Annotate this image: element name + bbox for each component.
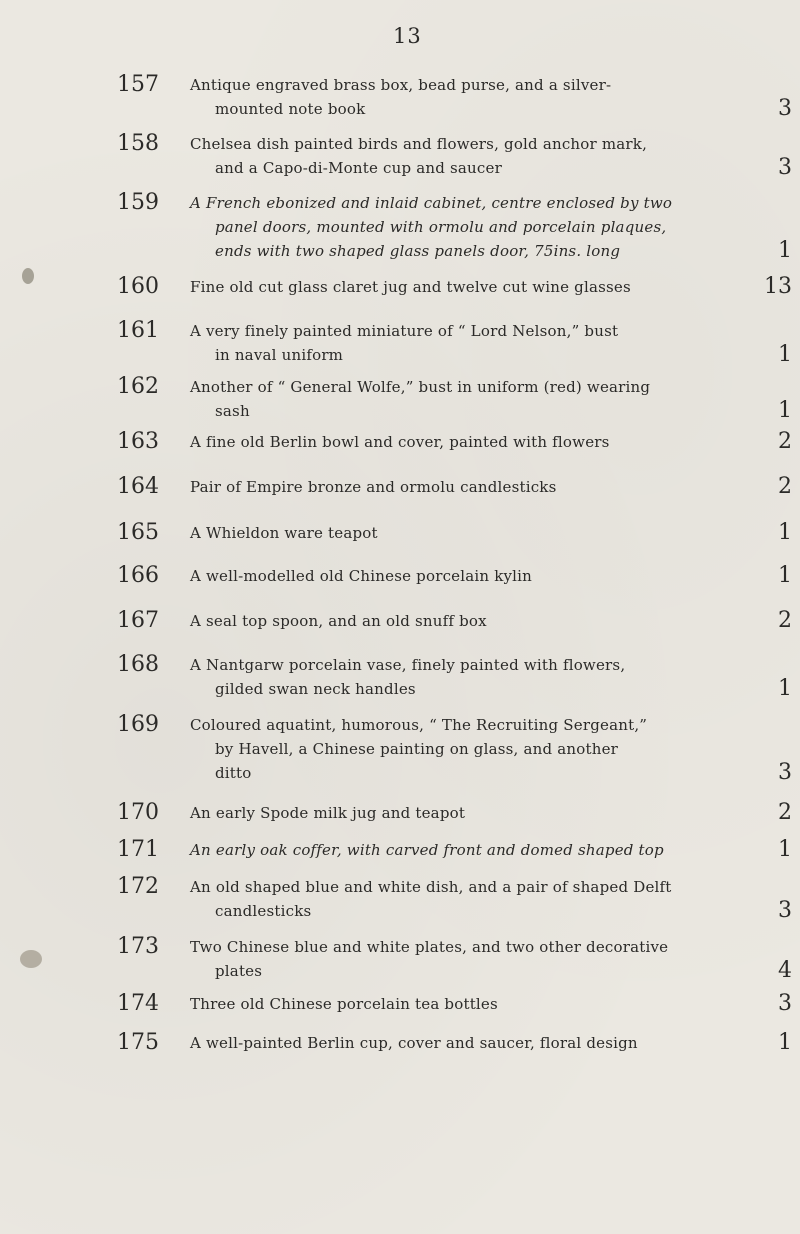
lot-quantity: 2 — [778, 800, 792, 825]
description-line: A very finely painted miniature of “ Lord Nelson,” bust — [190, 322, 619, 340]
description-line: Fine old cut glass claret jug and twelve cut wine glasses — [190, 278, 631, 296]
lot-description — [190, 935, 785, 983]
description-line: An early Spode milk jug and teapot — [190, 804, 466, 822]
description-line: gilded swan neck handles — [215, 680, 416, 698]
description-line: plates — [215, 962, 263, 980]
description-line: An old shaped blue and white dish, and a pair of shaped Delft — [190, 878, 672, 896]
description-line: A fine old Berlin bowl and cover, painted with flowers — [190, 433, 610, 451]
lot-number: 172 — [117, 874, 159, 899]
description-line: panel doors, mounted with ormolu and porcelain plaques, — [215, 218, 667, 236]
lot-description — [190, 521, 785, 545]
lot-quantity: 1 — [778, 520, 792, 545]
lot-quantity: 2 — [778, 474, 792, 499]
description-line: mounted note book — [215, 100, 366, 118]
lot-description — [190, 275, 785, 299]
lot-quantity: 1 — [778, 398, 792, 423]
description-line: ends with two shaped glass panels door, 75ins. long — [215, 242, 621, 260]
lot-number: 163 — [117, 429, 159, 454]
lot-description — [190, 319, 785, 367]
lot-quantity: 3 — [778, 760, 792, 785]
description-line: A French ebonized and inlaid cabinet, centre enclosed by two — [190, 194, 673, 212]
lot-description — [190, 475, 785, 499]
description-line: in naval uniform — [215, 346, 344, 364]
description-line: Pair of Empire bronze and ormolu candlesticks — [190, 478, 557, 496]
lot-quantity: 1 — [778, 238, 792, 263]
lot-number: 158 — [117, 131, 159, 156]
description-line: A well-modelled old Chinese porcelain kylin — [190, 567, 533, 585]
lot-number: 165 — [117, 520, 159, 545]
description-line: and a Capo-di-Monte cup and saucer — [215, 159, 502, 177]
lot-quantity: 13 — [764, 274, 792, 299]
description-line: Antique engraved brass box, bead purse, and a silver- — [190, 76, 612, 94]
description-line: Another of “ General Wolfe,” bust in uniform (red) wearing — [190, 378, 651, 396]
lot-description — [190, 430, 785, 454]
lot-number: 166 — [117, 563, 159, 588]
lot-quantity: 1 — [778, 1030, 792, 1055]
lot-number: 159 — [117, 190, 159, 215]
lot-description — [190, 875, 785, 923]
lot-number: 161 — [117, 318, 159, 343]
description-line: Coloured aquatint, humorous, “ The Recruiting Sergeant,” — [190, 716, 648, 734]
lot-quantity: 3 — [778, 898, 792, 923]
lot-description — [190, 1031, 785, 1055]
lot-description — [190, 713, 785, 785]
description-line: sash — [215, 402, 250, 420]
lot-description — [190, 992, 785, 1016]
page-number: 13 — [393, 24, 422, 48]
lot-number: 167 — [117, 608, 159, 633]
lot-number: 173 — [117, 934, 159, 959]
lot-description — [190, 375, 785, 423]
description-line: Two Chinese blue and white plates, and two other decorative — [190, 938, 669, 956]
lot-description — [190, 801, 785, 825]
ink-stain — [22, 268, 34, 284]
lot-quantity: 1 — [778, 837, 792, 862]
lot-number: 160 — [117, 274, 159, 299]
description-line: A seal top spoon, and an old snuff box — [190, 612, 487, 630]
lot-description — [190, 132, 785, 180]
lot-quantity: 3 — [778, 155, 792, 180]
lot-quantity: 4 — [778, 958, 792, 983]
lot-description — [190, 653, 785, 701]
description-line: by Havell, a Chinese painting on glass, and another — [215, 740, 619, 758]
lot-quantity: 1 — [778, 342, 792, 367]
lot-number: 162 — [117, 374, 159, 399]
lot-description — [190, 191, 785, 263]
description-line: An early oak coffer, with carved front and domed shaped top — [190, 841, 664, 859]
lot-number: 168 — [117, 652, 159, 677]
lot-quantity: 3 — [778, 991, 792, 1016]
lot-description — [190, 609, 785, 633]
lot-number: 170 — [117, 800, 159, 825]
lot-number: 171 — [117, 837, 159, 862]
lot-number: 164 — [117, 474, 159, 499]
description-line: Chelsea dish painted birds and flowers, gold anchor mark, — [190, 135, 648, 153]
ink-stain — [20, 950, 42, 968]
lot-description — [190, 564, 785, 588]
lot-quantity: 1 — [778, 563, 792, 588]
lot-number: 157 — [117, 72, 159, 97]
lot-quantity: 1 — [778, 676, 792, 701]
lot-number: 175 — [117, 1030, 159, 1055]
description-line: ditto — [215, 764, 252, 782]
lot-number: 169 — [117, 712, 159, 737]
lot-number: 174 — [117, 991, 159, 1016]
lot-quantity: 3 — [778, 96, 792, 121]
description-line: Three old Chinese porcelain tea bottles — [190, 995, 498, 1013]
description-line: A well-painted Berlin cup, cover and saucer, floral design — [190, 1034, 638, 1052]
description-line: A Whieldon ware teapot — [190, 524, 378, 542]
lot-description — [190, 838, 785, 862]
lot-quantity: 2 — [778, 429, 792, 454]
description-line: candlesticks — [215, 902, 312, 920]
lot-description — [190, 73, 785, 121]
lot-quantity: 2 — [778, 608, 792, 633]
description-line: A Nantgarw porcelain vase, finely painted with flowers, — [190, 656, 626, 674]
